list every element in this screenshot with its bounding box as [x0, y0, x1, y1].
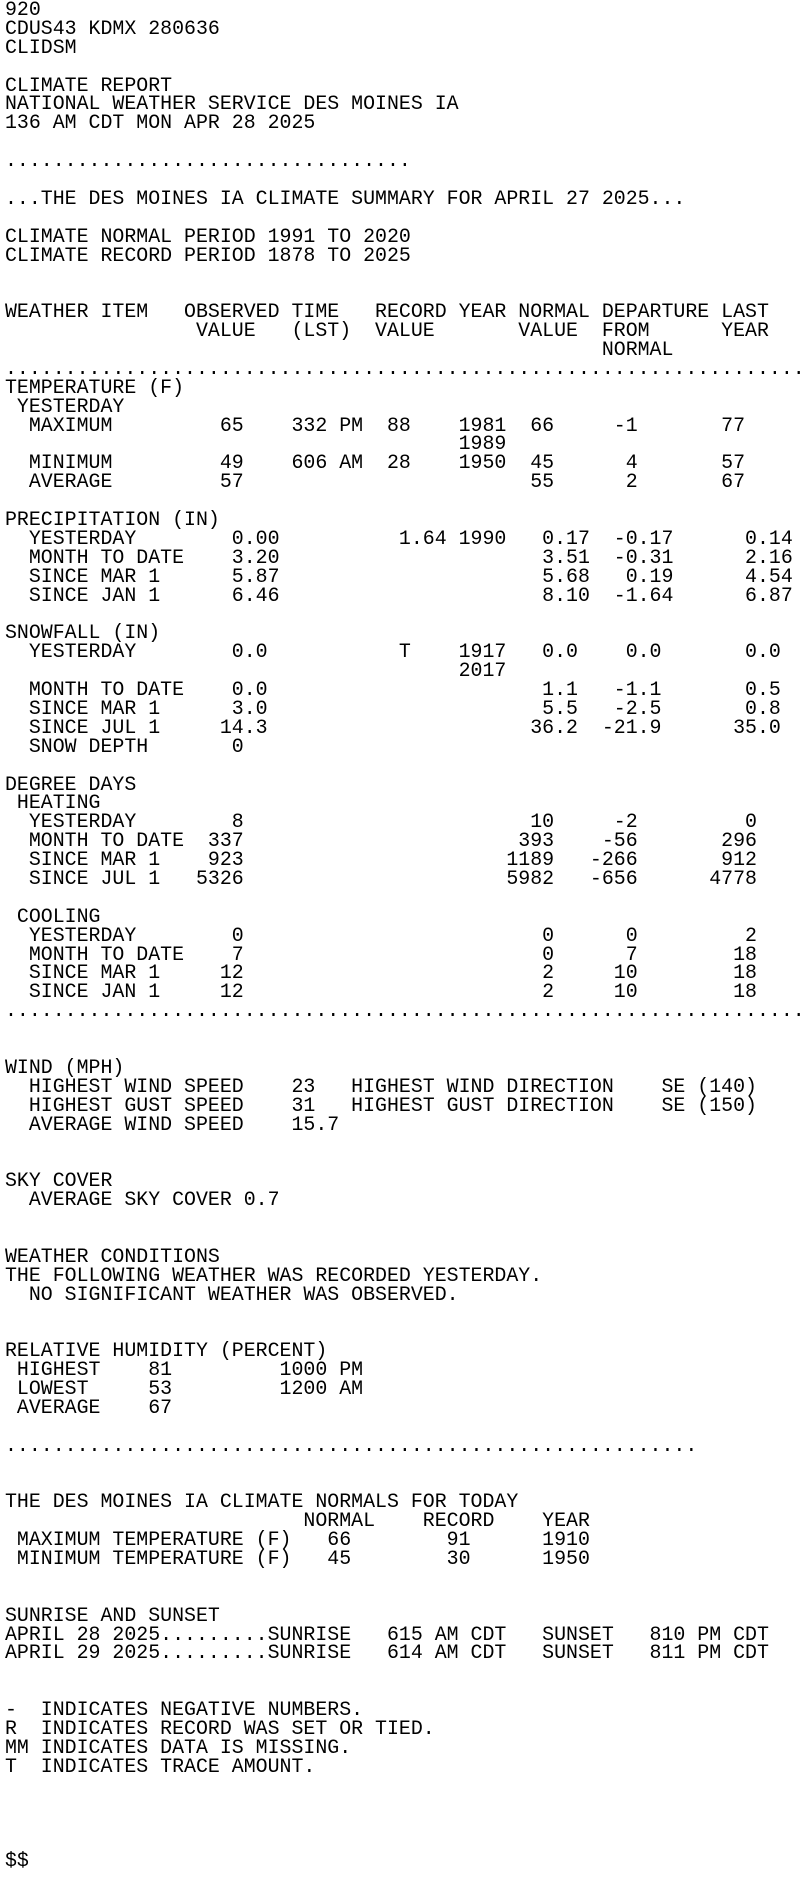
report-line: RELATIVE HUMIDITY (PERCENT) — [5, 1339, 328, 1363]
report-line — [5, 1040, 810, 1059]
report-line: WIND (MPH) — [5, 1055, 125, 1079]
report-line: YESTERDAY 8 10 -2 0 — [5, 810, 757, 834]
report-line: MAXIMUM TEMPERATURE (F) 66 91 1910 — [5, 1528, 590, 1552]
report-line: 2017 — [5, 659, 507, 683]
report-line — [5, 1815, 810, 1834]
report-line: HIGHEST GUST SPEED 31 HIGHEST GUST DIRECTION SE (150) — [5, 1093, 757, 1117]
report-line: AVERAGE WIND SPEED 15.7 — [5, 1112, 340, 1136]
report-line: LOWEST 53 1200 AM — [5, 1377, 364, 1401]
report-line: MINIMUM TEMPERATURE (F) 45 30 1950 — [5, 1547, 590, 1571]
report-line: SNOW DEPTH 0 — [5, 734, 244, 758]
report-line: CLIMATE RECORD PERIOD 1878 TO 2025 — [5, 243, 411, 267]
report-line: MONTH TO DATE 337 393 -56 296 — [5, 829, 757, 853]
report-line — [5, 1153, 810, 1172]
report-line: MM INDICATES DATA IS MISSING. — [5, 1735, 352, 1759]
report-line: T INDICATES TRACE AMOUNT. — [5, 1754, 316, 1778]
report-line — [5, 1021, 810, 1040]
report-line: NORMAL — [5, 338, 674, 362]
report-line: SINCE JAN 1 6.46 8.10 -1.64 6.87 — [5, 583, 793, 607]
report-line: MONTH TO DATE 0.0 1.1 -1.1 0.5 — [5, 678, 781, 702]
report-line — [5, 1833, 810, 1852]
report-line: R INDICATES RECORD WAS SET OR TIED. — [5, 1717, 435, 1741]
report-line: .......................................................... — [5, 1433, 698, 1457]
report-line: YESTERDAY 0 0 0 2 — [5, 923, 757, 947]
report-line: WEATHER ITEM OBSERVED TIME RECORD YEAR NORMAL DEPARTURE LAST — [5, 300, 769, 324]
report-line: 1989 — [5, 432, 507, 456]
report-line: .................................. — [5, 149, 411, 173]
report-line: 136 AM CDT MON APR 28 2025 — [5, 111, 316, 135]
report-line: HIGHEST 81 1000 PM — [5, 1358, 364, 1382]
report-line — [5, 1796, 810, 1815]
report-line: NATIONAL WEATHER SERVICE DES MOINES IA — [5, 92, 459, 116]
report-line: ................................................................... — [5, 999, 805, 1023]
report-line: NORMAL RECORD YEAR — [5, 1509, 590, 1533]
report-line — [5, 1304, 810, 1323]
report-line: SINCE MAR 1 12 2 10 18 — [5, 961, 757, 985]
report-line: SINCE MAR 1 923 1189 -266 912 — [5, 848, 757, 872]
report-line: CLIMATE NORMAL PERIOD 1991 TO 2020 — [5, 224, 411, 248]
report-line: ................................................................... — [5, 356, 805, 380]
report-line: APRIL 28 2025.........SUNRISE 615 AM CDT SUNSET 810 PM CDT — [5, 1622, 769, 1646]
report-line: THE FOLLOWING WEATHER WAS RECORDED YESTERDAY. — [5, 1263, 543, 1287]
report-line: SUNRISE AND SUNSET — [5, 1603, 220, 1627]
report-line: YESTERDAY 0.00 1.64 1990 0.17 -0.17 0.14 — [5, 526, 793, 550]
report-line: SINCE MAR 1 3.0 5.5 -2.5 0.8 — [5, 696, 781, 720]
report-line: WEATHER CONDITIONS — [5, 1244, 220, 1268]
report-line: MONTH TO DATE 3.20 3.51 -0.31 2.16 — [5, 545, 793, 569]
report-line: SINCE JUL 1 14.3 36.2 -21.9 35.0 — [5, 715, 781, 739]
report-line — [5, 1663, 810, 1682]
report-line — [5, 889, 810, 908]
report-line: TEMPERATURE (F) — [5, 375, 185, 399]
report-line: AVERAGE SKY COVER 0.7 — [5, 1188, 280, 1212]
report-line: YESTERDAY 0.0 T 1917 0.0 0.0 0.0 — [5, 640, 781, 664]
report-line — [5, 1777, 810, 1796]
report-line: HEATING — [5, 791, 101, 815]
report-line: MAXIMUM 65 332 PM 88 1981 66 -1 77 — [5, 413, 746, 437]
report-line: THE DES MOINES IA CLIMATE NORMALS FOR TODAY — [5, 1490, 519, 1514]
report-line: 920 — [5, 0, 41, 21]
report-line: $$ — [5, 1849, 29, 1873]
report-line: MONTH TO DATE 7 0 7 18 — [5, 942, 757, 966]
report-line: MINIMUM 49 606 AM 28 1950 45 4 57 — [5, 451, 746, 475]
report-line: NO SIGNIFICANT WEATHER WAS OBSERVED. — [5, 1282, 459, 1306]
report-line — [5, 265, 810, 284]
report-line: AVERAGE 57 55 2 67 — [5, 470, 746, 494]
report-line: - INDICATES NEGATIVE NUMBERS. — [5, 1698, 364, 1722]
report-line: COOLING — [5, 904, 101, 928]
report-line: SKY COVER — [5, 1169, 113, 1193]
report-line: YESTERDAY — [5, 394, 125, 418]
report-line: SINCE MAR 1 5.87 5.68 0.19 4.54 — [5, 564, 793, 588]
report-line: CLIDSM — [5, 35, 77, 59]
report-line: ...THE DES MOINES IA CLIMATE SUMMARY FOR APRIL 27 2025... — [5, 186, 686, 210]
report-line: DEGREE DAYS — [5, 772, 137, 796]
report-line: PRECIPITATION (IN) — [5, 508, 220, 532]
report-line: SINCE JUL 1 5326 5982 -656 4778 — [5, 866, 757, 890]
report-line: CDUS43 KDMX 280636 — [5, 16, 220, 40]
report-line: APRIL 29 2025.........SUNRISE 614 AM CDT SUNSET 811 PM CDT — [5, 1641, 769, 1665]
report-line: CLIMATE REPORT — [5, 73, 173, 97]
report-line — [5, 1569, 810, 1588]
report-line: SINCE JAN 1 12 2 10 18 — [5, 980, 757, 1004]
report-line: VALUE (LST) VALUE VALUE FROM YEAR — [5, 319, 769, 343]
report-line: SNOWFALL (IN) — [5, 621, 161, 645]
report-line — [5, 1456, 810, 1475]
report-line — [5, 1210, 810, 1229]
report-line: AVERAGE 67 — [5, 1395, 173, 1419]
report-line: HIGHEST WIND SPEED 23 HIGHEST WIND DIRECTION SE (140) — [5, 1074, 757, 1098]
report-line — [5, 1134, 810, 1153]
